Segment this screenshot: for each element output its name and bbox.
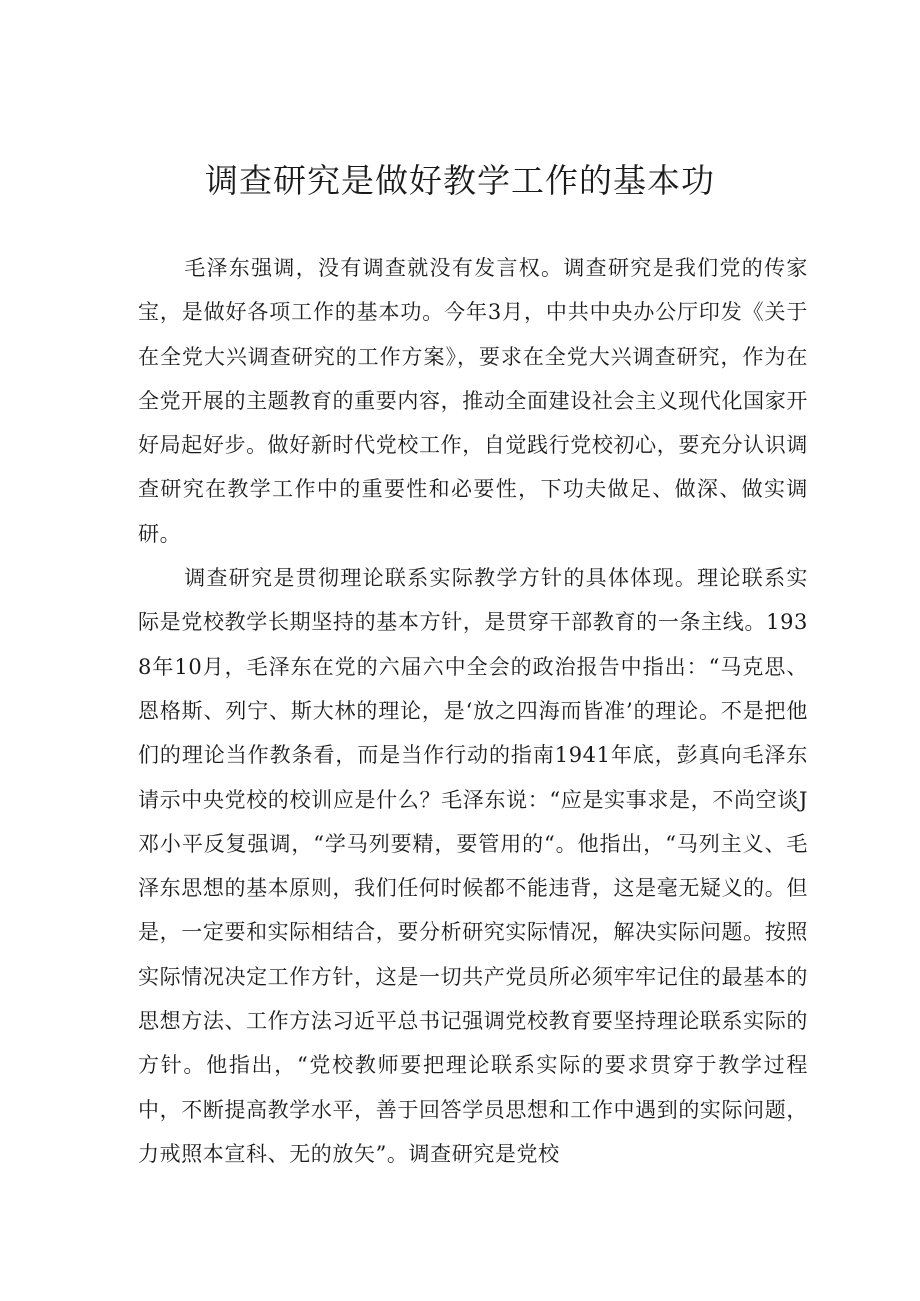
document-title: 调查研究是做好教学工作的基本功 xyxy=(205,161,715,200)
document-body xyxy=(138,246,808,1176)
paragraph-1: 毛泽东强调，没有调查就没有发言权。调查研究是我们党的传家宝，是做好各项工作的基本功。今年3月，中共中央办公厅印发《关于在全党大兴调查研究的工作方案》，要求在全党大兴调查研究，作为在全党开展的主题教育的重要内容，推动全面建设社会主义现代化国家开好局起好步。做好新时代党校工作，自觉践行党校初心，要充分认识调查研究在教学工作中的重要性和必要性，下功夫做足、做深、做实调研。 xyxy=(138,256,808,546)
paragraph-2: 调查研究是贯彻理论联系实际教学方针的具体体现。理论联系实际是党校教学长期坚持的基本方针，是贯穿干部教育的一条主线。1938年10月，毛泽东在党的六届六中全会的政治报告中指出：“马克思、恩格斯、列宁、斯大林的理论，是‘放之四海而皆准’的理论。不是把他们的理论当作教条看，而是当作行动的指南1941年底，彭真向毛泽东请示中央党校的校训应是什么？毛泽东说：“应是实事求是，不尚空谈J邓小平反复强调，“学马列要精，要管用的“。他指出，“马列主义、毛泽东思想的基本原则，我们任何时候都不能违背，这是毫无疑义的。但是，一定要和实际相结合，要分析研究实际情况，解决实际问题。按照实际情况决定工作方针，这是一切共产党员所必须牢牢记住的最基本的思想方法、工作方法习近平总书记强调党校教育要坚持理论联系实际的方针。他指出，“党校教师要把理论联系实际的要求贯穿于教学过程中，不断提高教学水平，善于回答学员思想和工作中遇到的实际问题，力戒照本宣科、无的放矢”。调查研究是党校 xyxy=(138,566,808,1166)
